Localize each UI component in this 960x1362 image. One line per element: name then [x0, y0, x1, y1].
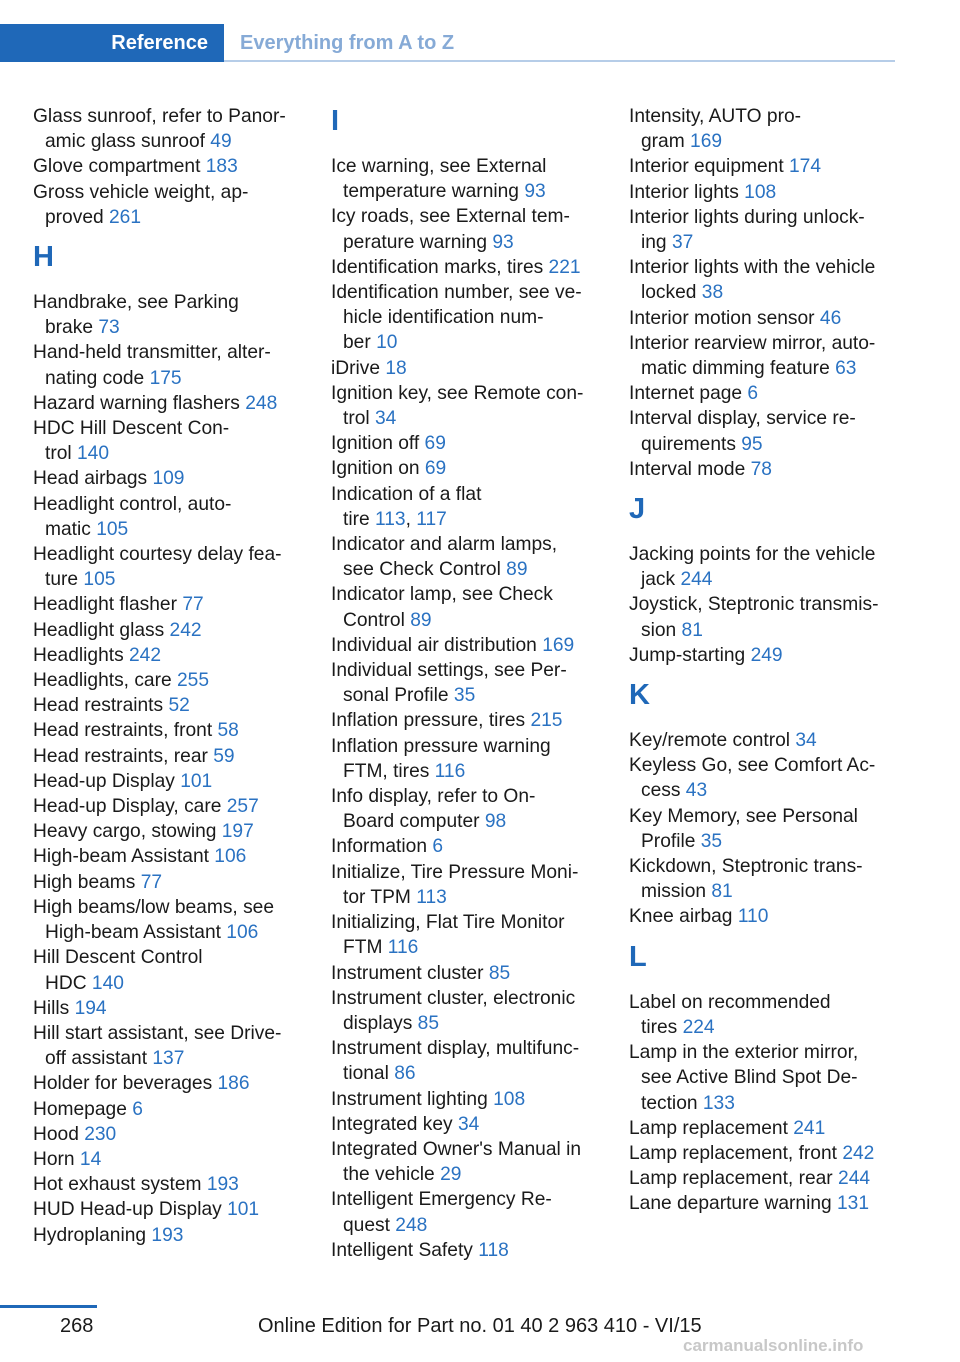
watermark: carmanualsonline.info: [683, 1336, 864, 1355]
page-link[interactable]: 140: [91, 972, 124, 994]
index-entry: HUD Head-up Display 101: [33, 1199, 260, 1221]
index-letter-heading: L: [629, 940, 647, 973]
page-link[interactable]: 105: [83, 569, 116, 591]
index-entry: Handbrake, see Parking brake 73: [33, 292, 239, 339]
page-link[interactable]: 224: [682, 1016, 715, 1038]
footer-rule: [0, 1305, 97, 1308]
index-letter-heading: H: [33, 241, 54, 274]
index-column-2: [331, 104, 599, 1263]
index-entry: Inflation pressure warning FTM, tires 116: [331, 735, 551, 782]
index-entry: Hydroplaning 193: [33, 1224, 184, 1246]
page-link[interactable]: 93: [524, 181, 546, 203]
page-link[interactable]: 93: [492, 231, 514, 253]
index-entry: Lamp replacement 241: [629, 1117, 826, 1139]
page-link[interactable]: 35: [453, 685, 476, 707]
header-rule: [224, 60, 895, 62]
edition-note: Online Edition for Part no. 01 40 2 963 410 - VI/15: [258, 1315, 702, 1337]
index-letter-heading: J: [629, 493, 646, 526]
page-link[interactable]: 98: [484, 811, 507, 833]
index-entry: Integrated key 34: [331, 1113, 480, 1135]
page-link[interactable]: 59: [213, 745, 235, 767]
page-link[interactable]: 86: [394, 1063, 416, 1085]
index-entry: Ignition key, see Remote con- trol 34: [331, 382, 584, 430]
page-link[interactable]: 248: [395, 1214, 428, 1236]
index-entry: Heavy cargo, stowing 197: [33, 821, 254, 843]
page-link[interactable]: 108: [744, 181, 777, 203]
index-entry: Interval mode 78: [629, 458, 772, 480]
page-link[interactable]: 215: [530, 710, 563, 732]
index-entry: Initialize, Tire Pressure Moni- tor TPM 113: [331, 861, 579, 908]
page-link[interactable]: 73: [98, 317, 120, 339]
page-link[interactable]: 244: [680, 569, 713, 591]
index-entry: High beams/low beams, see High-beam Assistant 106: [33, 896, 275, 944]
index-entry: Hood 230: [33, 1123, 117, 1145]
index-entry: Intelligent Safety 118: [331, 1239, 509, 1261]
index-column-3: [629, 104, 897, 1217]
page-link[interactable]: 34: [457, 1113, 480, 1135]
index-entry: Holder for beverages 186: [33, 1073, 250, 1095]
page-link[interactable]: 101: [180, 770, 213, 792]
page-link[interactable]: 116: [387, 937, 419, 959]
page-link[interactable]: 110: [737, 906, 769, 928]
page-link[interactable]: 69: [424, 458, 447, 480]
index-entry: Instrument cluster, electronic displays 85: [331, 987, 576, 1034]
index-entry: Internet page 6: [629, 383, 759, 405]
index-entry: Hot exhaust system 193: [33, 1174, 239, 1196]
index-entry: Lane departure warning 131: [629, 1193, 870, 1215]
index-entry: Intensity, AUTO pro- gram 169: [629, 106, 802, 153]
index-entry: Headlight courtesy delay fea- ture 105: [33, 544, 282, 591]
page-link[interactable]: 244: [838, 1168, 871, 1190]
page-link[interactable]: 255: [176, 670, 209, 692]
page-link[interactable]: 95: [741, 433, 763, 455]
index-entry: Interior rearview mirror, auto- matic dimming feature 63: [629, 332, 876, 380]
index-entry: Head-up Display 101: [33, 770, 213, 792]
page-link[interactable]: 249: [750, 644, 783, 666]
index-entry: Hazard warning flashers 248: [33, 392, 278, 414]
page-link[interactable]: 77: [140, 871, 163, 893]
index-entry: Inflation pressure, tires 215: [331, 710, 563, 732]
page-link[interactable]: 113: [375, 508, 406, 530]
index-entry: Horn 14: [33, 1148, 102, 1170]
section-tab-reference: Reference: [0, 24, 224, 62]
index-entry: Glove compartment 183: [33, 156, 238, 178]
page-link[interactable]: 85: [417, 1012, 439, 1034]
index-entry: Headlights 242: [33, 644, 162, 666]
page-link[interactable]: 78: [750, 458, 772, 480]
index-entry: Head restraints, front 58: [33, 720, 239, 742]
index-entry: Joystick, Steptronic transmis- sion 81: [629, 594, 879, 641]
page-link[interactable]: 29: [440, 1164, 462, 1186]
index-entry: Kickdown, Steptronic trans- mission 81: [629, 856, 863, 903]
index-entry: Indicator lamp, see Check Control 89: [331, 584, 553, 631]
page-link[interactable]: 221: [548, 256, 581, 278]
index-entry: Headlight control, auto- matic 105: [33, 493, 232, 540]
page-link[interactable]: 242: [169, 619, 202, 641]
index-entry: Key Memory, see Personal Profile 35: [629, 805, 858, 852]
section-tab-subsection: Everything from A to Z: [240, 31, 455, 54]
running-header: [0, 24, 895, 62]
index-entry: Interior lights 108: [629, 181, 777, 203]
page-link[interactable]: 261: [109, 206, 142, 228]
page-link[interactable]: 169: [690, 131, 723, 153]
index-entry: Ignition off 69: [331, 433, 446, 455]
page-link[interactable]: 89: [410, 609, 432, 631]
page-link[interactable]: 106: [214, 846, 247, 868]
page-link[interactable]: 140: [77, 443, 110, 465]
index-entry: Lamp in the exterior mirror, see Active Blind Spot De- tection 133: [629, 1042, 859, 1114]
page-link[interactable]: 183: [205, 156, 238, 178]
page-link[interactable]: 89: [506, 559, 528, 581]
page-link[interactable]: 81: [681, 619, 703, 641]
index-entry: Individual air distribution 169: [331, 634, 575, 656]
page-link[interactable]: 6: [132, 1098, 143, 1120]
page-link[interactable]: 117: [416, 508, 447, 530]
index-entry: Interior lights during unlock- ing 37: [629, 206, 865, 254]
index-entry: HDC Hill Descent Con- trol 140: [33, 418, 230, 465]
index-entry: Head restraints 52: [33, 695, 190, 717]
page-link[interactable]: 18: [385, 357, 407, 379]
index-entry: Ignition on 69: [331, 458, 447, 480]
index-entry: Interior lights with the vehicle locked 38: [629, 257, 876, 304]
page-link[interactable]: 257: [226, 796, 259, 818]
page-link[interactable]: 34: [795, 730, 817, 752]
index-entry: Jump-starting 249: [629, 644, 783, 666]
page-link[interactable]: 14: [79, 1148, 102, 1170]
page-link[interactable]: 101: [227, 1199, 260, 1221]
page-number: 268: [60, 1315, 94, 1337]
page-link[interactable]: 37: [671, 232, 694, 254]
index-entry: iDrive 18: [331, 357, 407, 379]
page-link[interactable]: 174: [788, 156, 821, 178]
index-entry: Hills 194: [33, 997, 107, 1019]
index-entry: Icy roads, see External tem- perature warning 93: [331, 206, 570, 253]
index-entry: Keyless Go, see Comfort Ac- cess 43: [629, 755, 876, 802]
index-entry: Homepage 6: [33, 1098, 143, 1120]
index-entry: Indication of a flat tire 113, 117: [331, 483, 482, 530]
page-link[interactable]: 241: [793, 1117, 826, 1139]
index-entry: Ice warning, see External temperature warning 93: [331, 156, 547, 203]
page-link[interactable]: 46: [819, 307, 842, 329]
index-entry: Lamp replacement, rear 244: [629, 1168, 871, 1190]
index-entry: Glass sunroof, refer to Panor- amic glass sunroof 49: [33, 106, 286, 153]
page-link[interactable]: 186: [217, 1073, 250, 1095]
index-entry: Initializing, Flat Tire Monitor FTM 116: [331, 912, 565, 959]
index-entry: Interval display, service re- quirements 95: [629, 408, 856, 455]
index-entry: Head restraints, rear 59: [33, 745, 235, 767]
index-entry: Label on recommended tires 224: [629, 991, 831, 1038]
page-link[interactable]: 109: [152, 468, 185, 490]
page-link[interactable]: 137: [152, 1048, 185, 1070]
index-entry: Jacking points for the vehicle jack 244: [629, 544, 876, 591]
page-link[interactable]: 197: [221, 821, 254, 843]
page-link[interactable]: 116: [434, 760, 466, 782]
index-entry: Hand-held transmitter, alter- nating code 175: [33, 342, 271, 389]
page-link[interactable]: 193: [151, 1224, 184, 1246]
index-entry: Head airbags 109: [33, 468, 185, 490]
index-entry: Interior motion sensor 46: [629, 307, 842, 329]
page-link[interactable]: 175: [149, 367, 182, 389]
page-link[interactable]: 248: [245, 392, 278, 414]
index-entry: Head-up Display, care 257: [33, 796, 259, 818]
index-entry: Hill start assistant, see Drive- off assistant 137: [33, 1022, 282, 1070]
index-letter-heading: K: [629, 679, 650, 712]
index-entry: Key/remote control 34: [629, 730, 817, 752]
page-link[interactable]: 49: [210, 131, 232, 153]
page-link[interactable]: 113: [416, 886, 447, 908]
index-letter-heading: I: [331, 105, 340, 137]
index-entry: Individual settings, see Per- sonal Profile 35: [331, 660, 567, 707]
index-entry: Integrated Owner's Manual in the vehicle 29: [331, 1138, 582, 1186]
page-link[interactable]: 85: [488, 962, 511, 984]
page-link[interactable]: 105: [96, 518, 129, 540]
index-entry: Information 6: [331, 836, 443, 858]
index-entry: Indicator and alarm lamps, see Check Control 89: [331, 534, 558, 581]
page-link[interactable]: 35: [700, 830, 723, 852]
page-link[interactable]: 81: [711, 881, 733, 903]
page-link[interactable]: 242: [129, 644, 162, 666]
page-link[interactable]: 34: [375, 408, 397, 430]
index-entry: Instrument cluster 85: [331, 962, 511, 984]
page-link[interactable]: 6: [432, 836, 443, 858]
page-link[interactable]: 242: [842, 1142, 875, 1164]
page-link[interactable]: 106: [226, 922, 259, 944]
index-entry: Knee airbag 110: [629, 906, 769, 928]
index-entry: Headlight flasher 77: [33, 594, 204, 616]
page-link[interactable]: 69: [424, 433, 446, 455]
index-entry: Interior equipment 174: [629, 156, 821, 178]
page-link[interactable]: 38: [701, 282, 724, 304]
page-link[interactable]: 108: [493, 1088, 526, 1110]
page-link[interactable]: 10: [376, 332, 398, 354]
index-entry: High-beam Assistant 106: [33, 846, 247, 868]
index-entry: Hill Descent Control HDC 140: [33, 947, 203, 994]
page-link[interactable]: 133: [702, 1092, 735, 1114]
index-entry: Headlights, care 255: [33, 670, 209, 692]
index-entry: Headlight glass 242: [33, 619, 202, 641]
index-entry: Lamp replacement, front 242: [629, 1142, 875, 1164]
page-link[interactable]: 43: [685, 780, 708, 802]
page-link[interactable]: 194: [74, 997, 107, 1019]
page-link[interactable]: 118: [478, 1239, 509, 1261]
index-entry: Instrument display, multifunc- tional 86: [331, 1038, 580, 1085]
index-entry: Identification marks, tires 221: [331, 256, 581, 278]
index-entry: Identification number, see ve- hicle identification num- ber 10: [331, 282, 582, 354]
index-entry: Intelligent Emergency Re- quest 248: [331, 1189, 552, 1236]
index-column-1: [33, 104, 301, 1248]
page-link[interactable]: 193: [206, 1174, 239, 1196]
page-link[interactable]: 131: [837, 1193, 870, 1215]
index-entry: Instrument lighting 108: [331, 1088, 526, 1110]
page-link[interactable]: 6: [747, 383, 759, 405]
page-link[interactable]: 63: [835, 358, 857, 380]
page-link[interactable]: 77: [182, 594, 204, 616]
page-link[interactable]: 58: [217, 720, 239, 742]
page-link[interactable]: 169: [542, 634, 575, 656]
index-entry: Info display, refer to On- Board computer 98: [331, 786, 536, 833]
page-link[interactable]: 230: [84, 1123, 117, 1145]
page-link[interactable]: 52: [168, 695, 190, 717]
index-entry: Gross vehicle weight, ap- proved 261: [33, 181, 249, 228]
index-entry: High beams 77: [33, 871, 163, 893]
